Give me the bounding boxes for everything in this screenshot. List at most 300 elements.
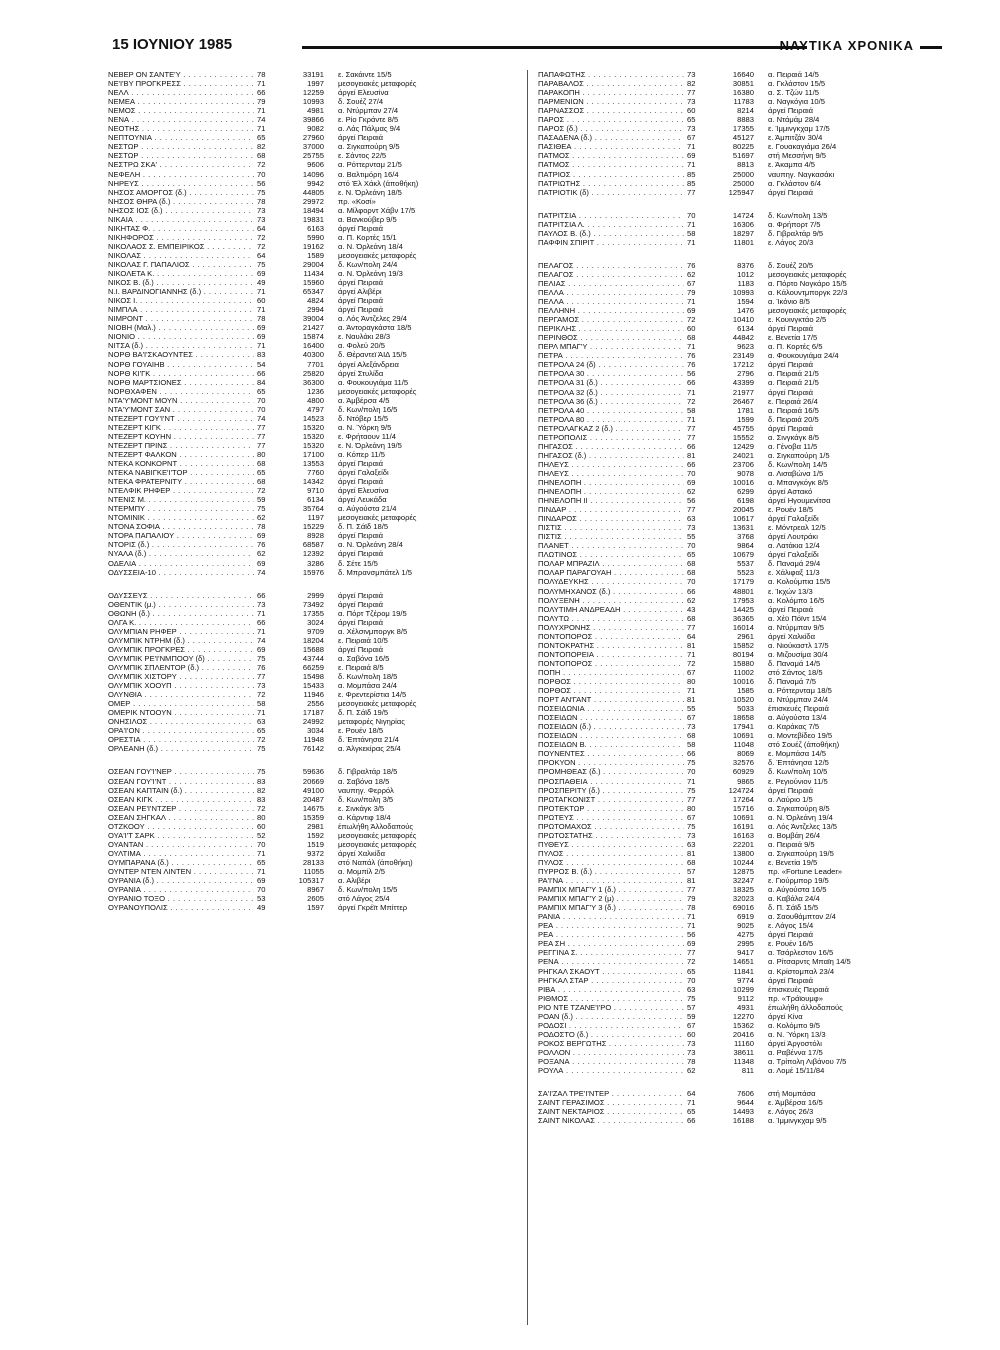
position-note: άργεί Πειραιά: [338, 599, 384, 609]
position-note: α. Φολεύ 20/5: [338, 341, 385, 351]
build-year: 65: [254, 133, 279, 142]
build-year: 77: [684, 948, 709, 957]
position-note: ε. Πειραιά 26/4: [768, 396, 818, 406]
ship-row: [538, 279, 950, 288]
build-year: 66: [684, 378, 709, 387]
tonnage: 1585: [737, 686, 754, 696]
ship-row: [108, 323, 520, 332]
ship-row: [108, 786, 520, 795]
ship-name: ΠΟΡΘΟΣ . . .: [538, 677, 688, 686]
tonnage: 18325: [732, 885, 754, 895]
tonnage: 11946: [303, 690, 324, 700]
ship-name: ΝΗΣΟΣ ΘΗΡΑ (δ.) . . .: [108, 197, 258, 206]
position-note: α. Αύγούστα 16/5: [768, 885, 827, 895]
ship-row: [108, 831, 520, 840]
position-note: πρ. «Τράϊουμφ»: [768, 993, 823, 1003]
build-year: 49: [254, 278, 279, 287]
ship-row: [108, 591, 520, 600]
build-year: 55: [684, 704, 709, 713]
tonnage: 124724: [728, 785, 754, 795]
ship-row: [538, 641, 950, 650]
tonnage: 25755: [302, 151, 324, 161]
ship-name: ΠΟΣΕΙΔΩΝ Β. . . .: [538, 740, 688, 749]
ship-name: ΝΗΣΟΣ ΙΟΣ (δ.) . . .: [108, 206, 258, 215]
tonnage: 45127: [732, 133, 754, 143]
ship-row: [108, 876, 520, 885]
ship-row: [108, 305, 520, 314]
position-note: α. Γένοβα 11/5: [768, 441, 818, 451]
ship-name: ΟΥΡΑΝΟΥΠΟΛΙΣ . . .: [108, 903, 258, 912]
build-year: 71: [684, 342, 709, 351]
ship-name: ΟΜΕΡ . . .: [108, 699, 258, 708]
build-year: 77: [254, 432, 279, 441]
tonnage: 4931: [737, 1002, 754, 1012]
position-note: ε. Λάγος 20/3: [768, 237, 814, 247]
ship-name: ΠΕΛΛΗΝΗ . . .: [538, 306, 688, 315]
ship-row: [108, 242, 520, 251]
ship-name: ΝΤΟΜΙΝΙΚ . . .: [108, 513, 258, 522]
tonnage: 40300: [302, 350, 324, 360]
position-note: άργεί Πειραιά: [338, 477, 384, 487]
ship-name: ΝΙΚΟΛΑΟΣ Σ. ΕΜΠΕΙΡΙΚΟΣ . . .: [108, 242, 258, 251]
build-year: 72: [254, 160, 279, 169]
position-note: δ. Π. Σάϊδ 18/5: [338, 522, 389, 532]
position-note: α. Τσάρλεστον 16/5: [768, 948, 834, 958]
build-year: 63: [684, 514, 709, 523]
ship-row: [108, 885, 520, 894]
tonnage: 9078: [737, 468, 754, 478]
ship-name: ΡΙΘΜΟΣ . . .: [538, 994, 688, 1003]
build-year: 53: [254, 894, 279, 903]
tonnage: 125947: [728, 187, 754, 197]
position-note: άργεί Πειραιά: [768, 324, 814, 334]
tonnage: 49100: [302, 785, 324, 795]
position-note: άργεί Ελευσίνα: [338, 486, 389, 496]
position-note: άργεί Πειραιά: [768, 785, 814, 795]
position-note: άργεί Γαλαξείδι: [768, 514, 819, 524]
ship-name: ΠΑΤΡΙΤΣΙΑ . . .: [538, 211, 688, 220]
position-note: δ. Π. Σάϊδ 19/5: [338, 708, 389, 718]
ship-name: ΡΟΞΑΝΑ . . .: [538, 1057, 688, 1066]
ship-row: [538, 406, 950, 415]
ship-row: [108, 296, 520, 305]
tonnage: 10993: [732, 287, 754, 297]
ship-row: [108, 369, 520, 378]
ship-row: [538, 324, 950, 333]
ship-name: ΠΑΡΑΚΟΠΗ . . .: [538, 88, 688, 97]
ship-row: [538, 831, 950, 840]
ship-row: [538, 912, 950, 921]
position-note: δ. Σέτε 15/5: [338, 558, 378, 568]
build-year: 76: [254, 663, 279, 672]
build-year: 73: [684, 124, 709, 133]
tonnage: 43744: [302, 653, 324, 663]
position-note: δ. Σουέζ 27/4: [338, 97, 384, 107]
ship-row: [108, 79, 520, 88]
ship-name: ΝΤΕΡΜΠΥ . . .: [108, 504, 258, 513]
ship-name: ΟΛΥΜΠΙΚ ΠΡΟΓΚΡΕΣ . . .: [108, 645, 258, 654]
tonnage: 21977: [732, 387, 754, 397]
ship-name: ΠΑΣΙΘΕΑ . . .: [538, 142, 688, 151]
ship-name: ΣΑΙΝΤ ΝΕΚΤΑΡΙΟΣ . . .: [538, 1107, 688, 1116]
ship-name: ΠΛΩΤΙΝΟΣ . . .: [538, 550, 688, 559]
ship-name: ΠΥΘΕΥΣ . . .: [538, 840, 688, 849]
ship-row: [538, 894, 950, 903]
build-year: 63: [684, 985, 709, 994]
tonnage: 15880: [732, 658, 754, 668]
build-year: 59: [254, 495, 279, 504]
build-year: 66: [684, 1116, 709, 1125]
tonnage: 39866: [302, 115, 324, 125]
build-year: 58: [684, 406, 709, 415]
build-year: 52: [254, 831, 279, 840]
tonnage: 13553: [302, 459, 324, 469]
build-year: 70: [684, 541, 709, 550]
ship-name: ΝΤΕΖΕΡΤ ΠΡΙΝΣ . . .: [108, 441, 258, 450]
position-note: ε. Ρίο Γκράντε 8/5: [338, 115, 399, 125]
position-note: ε. Άκαμπα 4/5: [768, 160, 815, 170]
ship-row: [108, 618, 520, 627]
build-year: 74: [254, 636, 279, 645]
ship-name: ΠΟΛΥΤΙΜΗ ΑΝΔΡΕΑΔΗ . . .: [538, 605, 688, 614]
ship-row: [538, 740, 950, 749]
position-note: δ. Σουέζ 20/5: [768, 260, 814, 270]
position-note: ε. Ίκχών 13/3: [768, 586, 813, 596]
position-note: α. Χέϋ Πόϊντ 15/4: [768, 613, 827, 623]
ship-name: ΠΟΛΥΞΕΝΗ . . .: [538, 596, 688, 605]
ship-name: ΠΡΟΤΕΚΤΩΡ . . .: [538, 804, 688, 813]
ship-row: [538, 523, 950, 532]
build-year: 81: [684, 641, 709, 650]
ship-name: ΠΑΤΜΟΣ . . .: [538, 151, 688, 160]
build-year: 82: [254, 786, 279, 795]
tonnage: 80194: [732, 649, 754, 659]
build-year: 73: [684, 1039, 709, 1048]
ship-row: [538, 786, 950, 795]
ship-name: ΠΙΣΤΙΣ . . .: [538, 523, 688, 532]
ship-name: ΠΟΣΕΙΔΩΝ . . .: [538, 731, 688, 740]
position-note: άργεί Πειραιά: [338, 133, 384, 143]
build-year: 72: [684, 397, 709, 406]
ship-row: [538, 229, 950, 238]
tonnage: 17212: [732, 360, 754, 370]
build-year: 65: [684, 967, 709, 976]
build-year: 71: [684, 238, 709, 247]
build-year: 73: [254, 215, 279, 224]
build-year: 60: [684, 1030, 709, 1039]
position-note: α. Π. Κορτές 15/1: [338, 232, 397, 242]
position-note: δ. Κων/πολη 10/5: [768, 767, 828, 777]
build-year: 71: [684, 650, 709, 659]
tonnage: 7606: [737, 1089, 754, 1099]
tonnage: 24992: [302, 717, 324, 727]
build-year: 72: [254, 242, 279, 251]
ship-row: [108, 531, 520, 540]
tonnage: 14096: [302, 169, 324, 179]
position-note: α. Σαβόνα 18/5: [338, 776, 390, 786]
ship-row: [108, 513, 520, 522]
ship-name: ΠΡΟΜΗΘΕΑΣ (δ.) . . .: [538, 767, 688, 776]
tonnage: 4824: [307, 296, 324, 306]
ship-name: ΠΕΡΙΚΛΗΣ . . .: [538, 324, 688, 333]
ship-row: [538, 415, 950, 424]
build-year: 72: [254, 233, 279, 242]
ship-row: [108, 549, 520, 558]
build-year: 82: [684, 79, 709, 88]
tonnage: 20487: [302, 794, 324, 804]
tonnage: 36365: [732, 613, 754, 623]
build-year: 75: [254, 767, 279, 776]
ship-name: ΠΑΤΡΙΟΤΙΚ (δ) . . .: [538, 188, 688, 197]
ship-row: [538, 220, 950, 229]
tonnage: 59636: [302, 767, 324, 777]
position-note: δ. Κων/πολη 15/5: [338, 885, 398, 895]
build-year: 73: [254, 206, 279, 215]
tonnage: 8069: [737, 749, 754, 759]
tonnage: 15960: [302, 278, 324, 288]
position-note: έπωλήθη άλλοδαπούς: [768, 1002, 843, 1012]
ship-row: [538, 596, 950, 605]
ship-name: ΝΤΕΖΕΡΤ ΓΟΥ'Ι'ΝΤ . . .: [108, 414, 258, 423]
column-divider: [527, 70, 528, 1325]
build-year: 79: [684, 288, 709, 297]
build-year: 75: [254, 504, 279, 513]
position-note: ε. Λάγος 15/4: [768, 921, 814, 931]
position-note: α. Κολόμπο 9/5: [768, 1020, 820, 1030]
ship-row: [108, 269, 520, 278]
ship-name: ΝΙΚΗΦΟΡΟΣ . . .: [108, 233, 258, 242]
ship-row: [538, 1107, 950, 1116]
ship-name: ΟΜΕΡΙΚ ΝΤΟΟΥΝ . . .: [108, 708, 258, 717]
tonnage: 6198: [737, 496, 754, 506]
position-note: άργεί Γκρέϊτ Μπίττερ: [338, 903, 408, 913]
build-year: 70: [254, 885, 279, 894]
tonnage: 15874: [302, 332, 324, 342]
ship-name: ΝΤΟΡΙΣ (δ.) . . .: [108, 540, 258, 549]
ship-name: ΝΤΕΚΑ ΝΑΒΙΓΚΕ'Ι'ΤΟΡ . . .: [108, 468, 258, 477]
tonnage: 16306: [732, 219, 754, 229]
position-note: πρ. «Fortune Leader»: [768, 866, 843, 876]
position-note: ε. Φρήταουν 11/4: [338, 431, 396, 441]
tonnage: 11055: [303, 866, 324, 876]
ship-row: [538, 342, 950, 351]
ship-row: [538, 70, 950, 79]
ship-row: [538, 133, 950, 142]
tonnage: 1589: [307, 250, 324, 260]
build-year: 67: [684, 713, 709, 722]
tonnage: 39004: [302, 314, 324, 324]
ship-row: [108, 627, 520, 636]
ship-row: [538, 1066, 950, 1075]
position-note: α. Γκλάστον 15/5: [768, 79, 826, 89]
ship-row: [538, 97, 950, 106]
tonnage: 9864: [737, 541, 754, 551]
position-note: α. Ντύρμπαν 27/4: [338, 106, 399, 116]
position-note: α. Σαβόνα 16/5: [338, 653, 390, 663]
position-note: α. Ντύρμπαν 9/5: [768, 622, 824, 632]
tonnage: 9112: [737, 993, 754, 1003]
ship-row: [108, 903, 520, 912]
build-year: 49: [254, 903, 279, 912]
tonnage: 73492: [302, 599, 324, 609]
ship-row: [108, 840, 520, 849]
ship-row: [108, 645, 520, 654]
ship-name: Ν.Ι. ΒΑΡΔΙΝΟΓΙΑΝΝΗΣ (δ.) . . .: [108, 287, 258, 296]
position-note: άργεί Πειραιά: [338, 549, 384, 559]
position-note: α. Φουκουγιάμα 24/4: [768, 351, 839, 361]
build-year: 68: [254, 477, 279, 486]
ship-row: [538, 550, 950, 559]
ship-row: [108, 160, 520, 169]
ship-row: [108, 405, 520, 414]
tonnage: 29004: [302, 259, 324, 269]
position-note: στό Σουέζ (άποθήκη): [768, 740, 840, 750]
ship-row: [108, 88, 520, 97]
ship-name: ΣΑ'Ι'ΖΑΛ ΤΡΕ'Ι'ΝΤΕΡ . . .: [538, 1089, 688, 1098]
build-year: 59: [684, 1012, 709, 1021]
tonnage: 15976: [302, 567, 324, 577]
build-year: 65: [254, 726, 279, 735]
ship-row: [108, 179, 520, 188]
ship-row: [538, 985, 950, 994]
position-note: α. Ίκόνιο 8/5: [768, 297, 810, 307]
tonnage: 7760: [307, 468, 324, 478]
tonnage: 8967: [307, 885, 324, 895]
tonnage: 12270: [732, 1011, 754, 1021]
build-year: 83: [254, 350, 279, 359]
tonnage: 27960: [302, 133, 324, 143]
position-note: δ. Παναμά 29/4: [768, 559, 821, 569]
ship-name: ΡΟΚΟΣ ΒΕΡΓΩΤΗΣ . . .: [538, 1039, 688, 1048]
ship-row: [108, 735, 520, 744]
position-note: α. Ίμμινγκχαμ 9/5: [768, 1116, 827, 1126]
tonnage: 32576: [732, 758, 754, 768]
ship-row: [108, 822, 520, 831]
tonnage: 19831: [302, 214, 324, 224]
ship-name: ΝΙΚΑΙΑ . . .: [108, 215, 258, 224]
tonnage: 35764: [302, 504, 324, 514]
tonnage: 15359: [302, 812, 324, 822]
ship-row: [538, 115, 950, 124]
ship-row: [108, 504, 520, 513]
position-note: α. Λαύριο 1/5: [768, 794, 813, 804]
position-note: ε. Βενετία 17/5: [768, 333, 818, 343]
ship-name: ΝΕΣΤΡΩ ΣΚΑ' . . .: [108, 160, 258, 169]
position-note: ε. Ρουέν 16/5: [768, 939, 814, 949]
tonnage: 68587: [302, 540, 324, 550]
ship-row: [538, 686, 950, 695]
position-note: άργεί Πειραιά: [768, 360, 814, 370]
build-year: 67: [684, 1021, 709, 1030]
tonnage: 60929: [732, 767, 754, 777]
position-note: άργεί Αλιβέρι: [338, 287, 382, 297]
ship-row: [538, 160, 950, 169]
ship-row: [108, 795, 520, 804]
position-note: α. Ρόττερνταμ 21/5: [338, 160, 402, 170]
position-note: α. Σιγκαπούρη 19/5: [768, 848, 834, 858]
ship-name: ΠΟΥΝΕΝΤΕΣ . . .: [538, 749, 688, 758]
build-year: 69: [684, 306, 709, 315]
tonnage: 9372: [307, 848, 324, 858]
tonnage: 51697: [732, 151, 754, 161]
build-year: 80: [684, 677, 709, 686]
build-year: 68: [684, 858, 709, 867]
ship-row: [538, 532, 950, 541]
build-year: 81: [684, 849, 709, 858]
ship-name: ΟΣΕΑΝ ΚΑΠΤΑΙΝ (δ.) . . .: [108, 786, 258, 795]
tonnage: 17941: [732, 722, 754, 732]
build-year: 62: [254, 513, 279, 522]
tonnage: 6134: [307, 495, 324, 505]
position-note: α. Βανκούβερ 9/5: [338, 214, 397, 224]
build-year: 78: [254, 70, 279, 79]
position-note: α. Αύγούστα 21/4: [338, 504, 397, 514]
build-year: 77: [684, 424, 709, 433]
build-year: 73: [684, 70, 709, 79]
ship-name: ΠΡΟΣΠΕΡΙΤΥ (δ.) . . .: [538, 786, 688, 795]
tonnage: 18297: [732, 228, 754, 238]
position-note: άργεί Πειραιά: [338, 459, 384, 469]
build-year: 65: [254, 858, 279, 867]
ship-row: [108, 708, 520, 717]
tonnage: 20669: [302, 776, 324, 786]
build-year: 56: [684, 930, 709, 939]
position-note: α. Σιγκαπούρη 9/5: [338, 142, 400, 152]
build-year: 81: [684, 876, 709, 885]
build-year: 77: [684, 188, 709, 197]
build-year: 77: [684, 795, 709, 804]
ship-row: [538, 749, 950, 758]
tonnage: 2981: [307, 821, 324, 831]
build-year: 79: [254, 97, 279, 106]
tonnage: 11048: [733, 740, 754, 750]
ship-row: [538, 623, 950, 632]
left-column: [108, 70, 520, 926]
tonnage: 15552: [732, 432, 754, 442]
ship-name: ΝΕΦΕΛΗ . . .: [108, 170, 258, 179]
build-year: 80: [684, 804, 709, 813]
ship-row: [108, 690, 520, 699]
position-note: α. Σαουθάμπτον 2/4: [768, 912, 836, 922]
tonnage: 25000: [732, 178, 754, 188]
ship-name: ΡΗΓΚΑΛ ΣΚΑΟΥΤ . . .: [538, 967, 688, 976]
ship-row: [538, 1021, 950, 1030]
ship-name: ΠΑΡΟΣ . . .: [538, 115, 688, 124]
ship-name: ΠΑΣΑΔΕΝΑ (δ.) . . .: [538, 133, 688, 142]
ship-name: ΝΟΡΘ ΒΑ'Ι'ΣΚΑΟΥΝΤΕΣ . . .: [108, 350, 258, 359]
ship-row: [538, 1098, 950, 1107]
ship-name: ΠΑΤΡΙΤΣΙΑ Λ. . . .: [538, 220, 688, 229]
ship-row: [108, 341, 520, 350]
tonnage: 2999: [307, 590, 324, 600]
ship-row: [108, 251, 520, 260]
tonnage: 66259: [302, 663, 324, 672]
ship-name: ΠΕΤΡΟΛΑ 36 (δ.) . . .: [538, 397, 688, 406]
position-note: ε. Πειραιά 8/5: [338, 663, 384, 672]
ship-row: [538, 867, 950, 876]
ship-row: [538, 270, 950, 279]
ship-row: [538, 188, 950, 197]
ship-name: ΠΕΤΡΑ . . .: [538, 351, 688, 360]
build-year: 73: [254, 600, 279, 609]
tonnage: 6919: [737, 912, 754, 922]
tonnage: 44842: [732, 333, 754, 343]
tonnage: 1597: [307, 903, 324, 913]
ship-name: ΝΕΠΤΟΥΝΙΑ . . .: [108, 133, 258, 142]
tonnage: 9623: [737, 342, 754, 352]
ship-row: [538, 388, 950, 397]
build-year: 68: [684, 333, 709, 342]
